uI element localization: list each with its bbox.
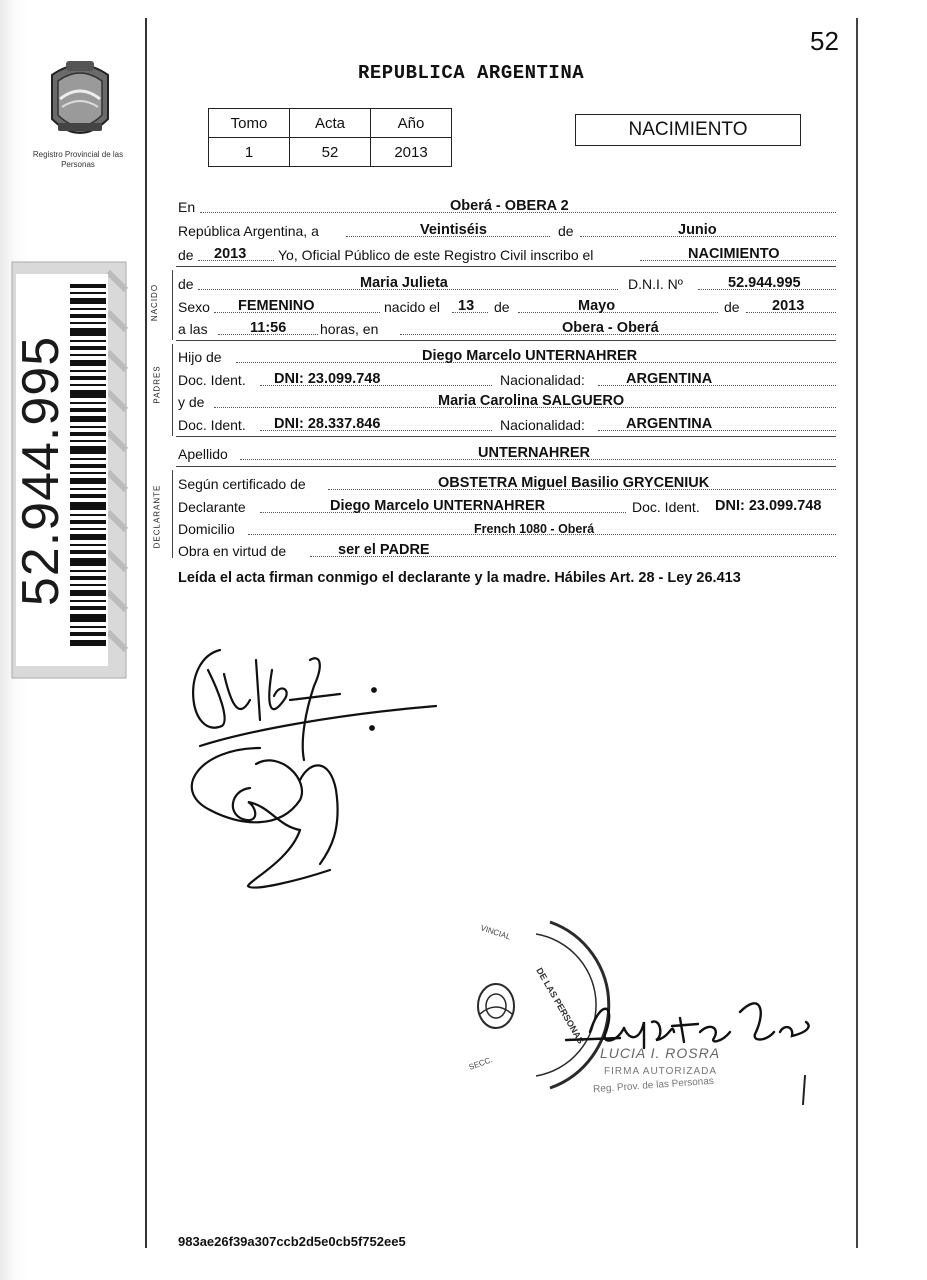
declarant-label: Declarante bbox=[178, 499, 246, 515]
svg-text:DE LAS PERSONAS: DE LAS PERSONAS bbox=[534, 966, 586, 1046]
by-virtue-label: Obra en virtud de bbox=[178, 543, 287, 559]
de-label: de bbox=[558, 223, 574, 239]
time-value: 11:56 bbox=[250, 320, 287, 336]
serial-number-text: 52.944.995 bbox=[12, 335, 71, 607]
hours-label: horas, en bbox=[320, 321, 379, 337]
surname-value: UNTERNAHRER bbox=[478, 445, 590, 461]
closing-statement: Leída el acta firman conmigo el declarante y la madre. Hábiles Art. 28 - Ley 26.413 bbox=[178, 570, 741, 586]
time-label: a las bbox=[178, 321, 208, 337]
row-sex-birth bbox=[178, 296, 836, 316]
born-month-value: Mayo bbox=[578, 298, 616, 314]
registrar-text: Yo, Oficial Público de este Registro Civil inscribo el bbox=[278, 247, 594, 263]
section-label-padres: PADRES bbox=[152, 365, 162, 404]
address-value: French 1080 - Oberá bbox=[474, 522, 595, 536]
row-by-virtue bbox=[178, 540, 836, 560]
mother-name-value: Maria Carolina SALGUERO bbox=[438, 393, 625, 409]
born-label: nacido el bbox=[384, 299, 441, 315]
address-label: Domicilio bbox=[178, 521, 235, 537]
rule-3 bbox=[176, 436, 836, 437]
dni-label: D.N.I. Nº bbox=[628, 276, 683, 292]
row-surname bbox=[178, 443, 836, 463]
record-kind-value: NACIMIENTO bbox=[688, 246, 780, 262]
surname-label: Apellido bbox=[178, 446, 228, 462]
row-mother-doc bbox=[178, 414, 836, 434]
father-nationality-value: ARGENTINA bbox=[626, 371, 713, 387]
section-label-nacido: NACIDO bbox=[150, 283, 160, 322]
serial-label-sticker bbox=[12, 262, 126, 678]
and-label: y de bbox=[178, 394, 205, 410]
row-time-place bbox=[178, 318, 836, 338]
left-border-line bbox=[145, 18, 147, 1248]
sex-value: FEMENINO bbox=[238, 298, 315, 314]
row-child-name bbox=[178, 273, 836, 293]
rule-1 bbox=[176, 266, 836, 267]
rule-4 bbox=[176, 466, 836, 467]
father-nationality-label: Nacionalidad: bbox=[500, 372, 585, 388]
mother-doc-value: DNI: 28.337.846 bbox=[274, 416, 381, 432]
row-mother bbox=[178, 391, 836, 411]
en-label: En bbox=[178, 199, 196, 215]
ref-value-tomo: 1 bbox=[209, 138, 290, 167]
born-de-label: de bbox=[494, 299, 510, 315]
row-date bbox=[178, 220, 836, 240]
section-bar-nacido bbox=[172, 270, 173, 340]
son-of-label: Hijo de bbox=[178, 349, 222, 365]
authority-role: FIRMA AUTORIZADA bbox=[604, 1066, 718, 1077]
row-father-doc bbox=[178, 369, 836, 389]
father-doc-label: Doc. Ident. bbox=[178, 372, 246, 388]
year-label: de bbox=[178, 247, 194, 263]
page-number: 52 bbox=[810, 26, 839, 56]
authority-registry: Reg. Prov. de las Personas bbox=[592, 1075, 715, 1096]
barcode-icon bbox=[70, 280, 106, 652]
child-dni-value: 52.944.995 bbox=[728, 275, 801, 291]
record-type-box: NACIMIENTO bbox=[575, 114, 801, 146]
declarant-value: Diego Marcelo UNTERNAHRER bbox=[330, 498, 546, 514]
svg-text:SECC.: SECC. bbox=[467, 1055, 494, 1072]
ref-header-acta: Acta bbox=[290, 109, 371, 138]
child-de-label: de bbox=[178, 276, 194, 292]
section-bar-padres bbox=[172, 344, 173, 436]
born-year-value: 2013 bbox=[772, 298, 805, 314]
cert-label: Según certificado de bbox=[178, 476, 306, 492]
document-hash: 983ae26f39a307ccb2d5e0cb5f752ee5 bbox=[178, 1234, 406, 1249]
document-title: REPUBLICA ARGENTINA bbox=[358, 62, 585, 84]
reference-table bbox=[208, 108, 452, 167]
mother-nationality-value: ARGENTINA bbox=[626, 416, 713, 432]
born-year-label: de bbox=[724, 299, 740, 315]
ref-value-acta: 52 bbox=[290, 138, 371, 167]
declarant-doc-value: DNI: 23.099.748 bbox=[715, 498, 822, 514]
row-father bbox=[178, 346, 836, 366]
right-border-line bbox=[856, 18, 858, 1248]
ref-value-anio: 2013 bbox=[371, 138, 452, 167]
ref-header-anio: Año bbox=[371, 109, 452, 138]
republic-label: República Argentina, a bbox=[178, 223, 319, 239]
row-year bbox=[178, 244, 836, 264]
sex-label: Sexo bbox=[178, 299, 210, 315]
birthplace-value: Obera - Oberá bbox=[562, 320, 659, 336]
registry-label: Registro Provincial de las Personas bbox=[32, 150, 124, 169]
section-label-declarante: DECLARANTE bbox=[152, 484, 162, 549]
province-seal-logo bbox=[44, 55, 116, 147]
certifier-value: OBSTETRA Miguel Basilio GRYCENIUK bbox=[438, 475, 710, 491]
father-name-value: Diego Marcelo UNTERNAHRER bbox=[422, 348, 638, 364]
official-stamp bbox=[440, 910, 586, 1100]
margin-tick-mark bbox=[802, 1075, 806, 1105]
handwritten-signatures bbox=[160, 630, 440, 910]
month-value: Junio bbox=[678, 222, 717, 238]
mother-nationality-label: Nacionalidad: bbox=[500, 417, 585, 433]
born-day-value: 13 bbox=[458, 298, 475, 314]
child-name-value: Maria Julieta bbox=[360, 275, 448, 291]
day-value: Veintiséis bbox=[420, 222, 487, 238]
by-virtue-value: ser el PADRE bbox=[338, 542, 430, 558]
declarant-doc-label: Doc. Ident. bbox=[632, 499, 700, 515]
father-doc-value: DNI: 23.099.748 bbox=[274, 371, 381, 387]
ref-header-tomo: Tomo bbox=[209, 109, 290, 138]
row-place bbox=[178, 196, 836, 216]
rule-2 bbox=[176, 340, 836, 341]
row-certificate bbox=[178, 473, 836, 493]
authority-name: LUCIA I. ROSRA bbox=[600, 1045, 721, 1061]
mother-doc-label: Doc. Ident. bbox=[178, 417, 246, 433]
year-value: 2013 bbox=[214, 246, 247, 262]
place-value: Oberá - OBERA 2 bbox=[450, 198, 569, 214]
svg-text:VINCIAL: VINCIAL bbox=[479, 923, 512, 942]
row-declarant bbox=[178, 496, 836, 516]
section-bar-declarante bbox=[172, 470, 173, 558]
row-address bbox=[178, 518, 836, 538]
